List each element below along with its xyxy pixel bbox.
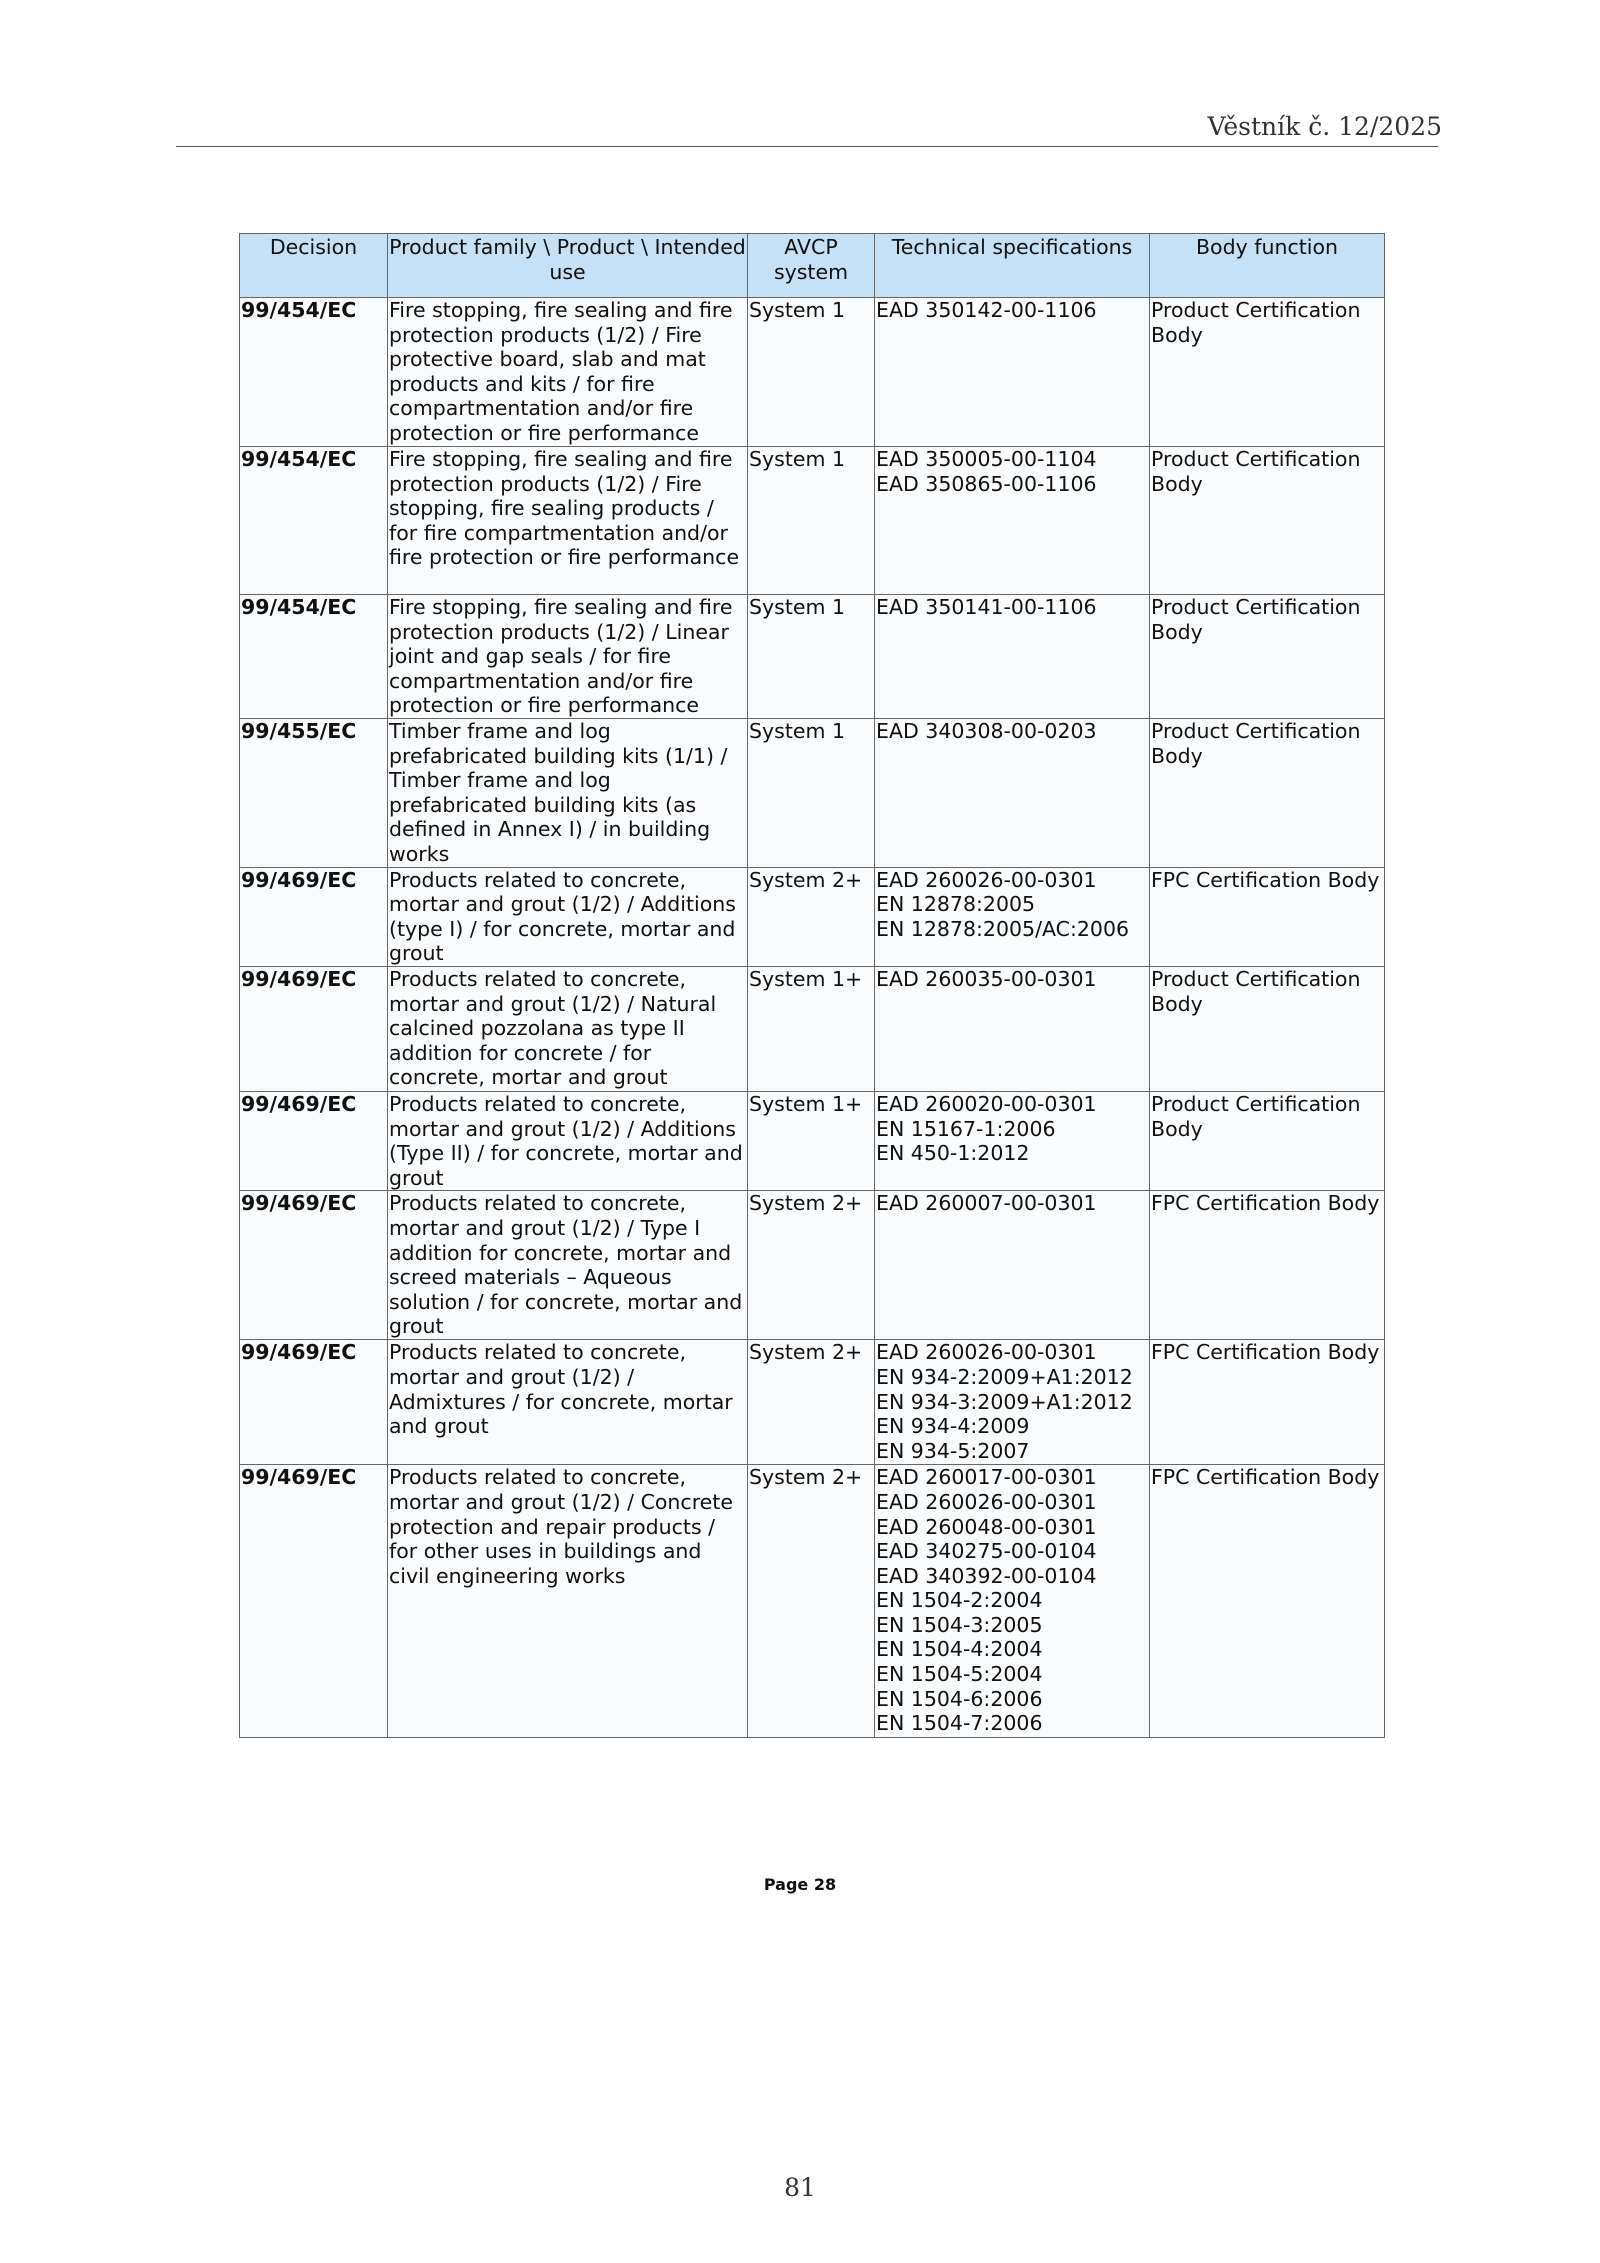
avcp-cell: System 2+ xyxy=(748,867,875,966)
column-header-avcp: AVCP system xyxy=(748,234,875,298)
table-row xyxy=(240,867,1385,966)
product-cell: Fire stopping, fire sealing and fire protection products (1/2) / Linear joint and gap seals / for fire compartmentation and/or fire protection or fire performance xyxy=(388,595,748,719)
spec-line: EAD 350005-00-1104 xyxy=(876,447,1097,471)
product-cell: Products related to concrete, mortar and grout (1/2) / Natural calcined pozzolana as type II addition for concrete / for concrete, mortar and grout xyxy=(388,966,748,1091)
spec-line: EN 934-2:2009+A1:2012 xyxy=(876,1364,1133,1389)
specs-cell xyxy=(875,966,1150,1091)
spec-line: EAD 340275-00-0104 xyxy=(876,1539,1097,1564)
product-cell: Products related to concrete, mortar and grout (1/2) / Admixtures / for concrete, mortar and grout xyxy=(388,1340,748,1465)
table-row xyxy=(240,1191,1385,1340)
spec-line: EN 450-1:2012 xyxy=(876,1141,1030,1166)
decision-cell: 99/454/EC xyxy=(240,298,388,447)
table-row xyxy=(240,447,1385,595)
spec-line: EAD 260020-00-0301 xyxy=(876,1091,1097,1116)
decision-cell: 99/455/EC xyxy=(240,719,388,868)
product-cell: Fire stopping, fire sealing and fire protection products (1/2) / Fire protective board, slab and mat products and kits / for fire compartmentation and/or fire protection or fire performance xyxy=(388,298,748,447)
specs-cell xyxy=(875,298,1150,447)
avcp-table xyxy=(239,233,1385,1738)
specs-cell xyxy=(875,1465,1150,1738)
spec-line: EN 1504-4:2004 xyxy=(876,1637,1043,1662)
specs-cell xyxy=(875,1191,1150,1340)
specs-cell xyxy=(875,867,1150,966)
spec-line: EN 934-4:2009 xyxy=(876,1414,1030,1439)
spec-line: EAD 260026-00-0301 xyxy=(876,867,1097,892)
decision-cell: 99/454/EC xyxy=(240,595,388,719)
spec-line: EN 1504-3:2005 xyxy=(876,1612,1043,1637)
body-cell: Product Certification Body xyxy=(1150,719,1385,868)
body-cell: FPC Certification Body xyxy=(1150,867,1385,966)
avcp-cell: System 1+ xyxy=(748,966,875,1091)
spec-line: EN 1504-6:2006 xyxy=(876,1686,1043,1711)
table-row xyxy=(240,966,1385,1091)
decision-cell: 99/469/EC xyxy=(240,867,388,966)
body-cell: Product Certification Body xyxy=(1150,298,1385,447)
avcp-cell: System 2+ xyxy=(748,1191,875,1340)
avcp-cell: System 1 xyxy=(748,447,875,595)
spec-line: EAD 350142-00-1106 xyxy=(876,298,1097,322)
body-cell: Product Certification Body xyxy=(1150,447,1385,595)
decision-cell: 99/469/EC xyxy=(240,966,388,1091)
spec-line: EAD 260026-00-0301 xyxy=(876,1489,1097,1514)
spec-line: EAD 260017-00-0301 xyxy=(876,1465,1097,1490)
spec-line: EAD 260048-00-0301 xyxy=(876,1514,1097,1539)
header-rule xyxy=(176,146,1438,147)
table-row xyxy=(240,1465,1385,1738)
decision-cell: 99/469/EC xyxy=(240,1465,388,1738)
decision-cell: 99/454/EC xyxy=(240,447,388,595)
specs-cell xyxy=(875,719,1150,868)
spec-line: EN 934-5:2007 xyxy=(876,1438,1030,1463)
product-cell: Fire stopping, fire sealing and fire protection products (1/2) / Fire stopping, fire sealing products / for fire compartmentation and/or fire protection or fire performance xyxy=(388,447,748,595)
decision-cell: 99/469/EC xyxy=(240,1191,388,1340)
running-header: Věstník č. 12/2025 xyxy=(1207,112,1442,141)
body-cell: FPC Certification Body xyxy=(1150,1191,1385,1340)
table-row xyxy=(240,719,1385,868)
decision-cell: 99/469/EC xyxy=(240,1340,388,1465)
spec-line: EAD 340308-00-0203 xyxy=(876,719,1097,743)
avcp-cell: System 1+ xyxy=(748,1091,875,1190)
product-cell: Products related to concrete, mortar and grout (1/2) / Additions (Type II) / for concrete, mortar and grout xyxy=(388,1091,748,1190)
table-row xyxy=(240,595,1385,719)
table-row xyxy=(240,298,1385,447)
spec-line: EAD 350865-00-1106 xyxy=(876,471,1097,496)
product-cell: Timber frame and log prefabricated building kits (1/1) / Timber frame and log prefabricated building kits (as defined in Annex I) / in building works xyxy=(388,719,748,868)
body-cell: FPC Certification Body xyxy=(1150,1465,1385,1738)
avcp-cell: System 1 xyxy=(748,298,875,447)
column-header-specs: Technical specifications xyxy=(875,234,1150,298)
column-header-product: Product family \ Product \ Intended use xyxy=(388,234,748,298)
spec-line: EN 12878:2005 xyxy=(876,892,1036,917)
specs-cell xyxy=(875,1091,1150,1190)
spec-line: EAD 350141-00-1106 xyxy=(876,595,1097,619)
column-header-body: Body function xyxy=(1150,234,1385,298)
spec-line: EAD 340392-00-0104 xyxy=(876,1563,1097,1588)
product-cell: Products related to concrete, mortar and grout (1/2) / Concrete protection and repair products / for other uses in buildings and civil engineering works xyxy=(388,1465,748,1738)
table-row xyxy=(240,1091,1385,1190)
body-cell: Product Certification Body xyxy=(1150,1091,1385,1190)
spec-line: EN 12878:2005/AC:2006 xyxy=(876,916,1130,941)
spec-line: EN 1504-2:2004 xyxy=(876,1588,1043,1613)
page-label: Page 28 xyxy=(763,1875,837,1894)
body-cell: FPC Certification Body xyxy=(1150,1340,1385,1465)
spec-line: EAD 260007-00-0301 xyxy=(876,1191,1097,1216)
spec-line: EN 1504-7:2006 xyxy=(876,1711,1043,1736)
decision-cell: 99/469/EC xyxy=(240,1091,388,1190)
spec-line: EN 1504-5:2004 xyxy=(876,1662,1043,1687)
table-row xyxy=(240,1340,1385,1465)
specs-cell xyxy=(875,447,1150,595)
table-header-row xyxy=(240,234,1385,298)
avcp-cell: System 1 xyxy=(748,719,875,868)
avcp-cell: System 2+ xyxy=(748,1465,875,1738)
avcp-cell: System 2+ xyxy=(748,1340,875,1465)
column-header-decision: Decision xyxy=(240,234,388,298)
spec-line: EN 934-3:2009+A1:2012 xyxy=(876,1389,1133,1414)
product-cell: Products related to concrete, mortar and grout (1/2) / Additions (type I) / for concrete, mortar and grout xyxy=(388,867,748,966)
specs-cell xyxy=(875,1340,1150,1465)
body-cell: Product Certification Body xyxy=(1150,595,1385,719)
spec-line: EAD 260035-00-0301 xyxy=(876,966,1097,991)
avcp-cell: System 1 xyxy=(748,595,875,719)
spec-line: EN 15167-1:2006 xyxy=(876,1116,1056,1141)
product-cell: Products related to concrete, mortar and grout (1/2) / Type I addition for concrete, mortar and screed materials – Aqueous solution / for concrete, mortar and grout xyxy=(388,1191,748,1340)
body-cell: Product Certification Body xyxy=(1150,966,1385,1091)
spec-line: EAD 260026-00-0301 xyxy=(876,1340,1097,1365)
specs-cell xyxy=(875,595,1150,719)
page-number: 81 xyxy=(784,2173,816,2202)
